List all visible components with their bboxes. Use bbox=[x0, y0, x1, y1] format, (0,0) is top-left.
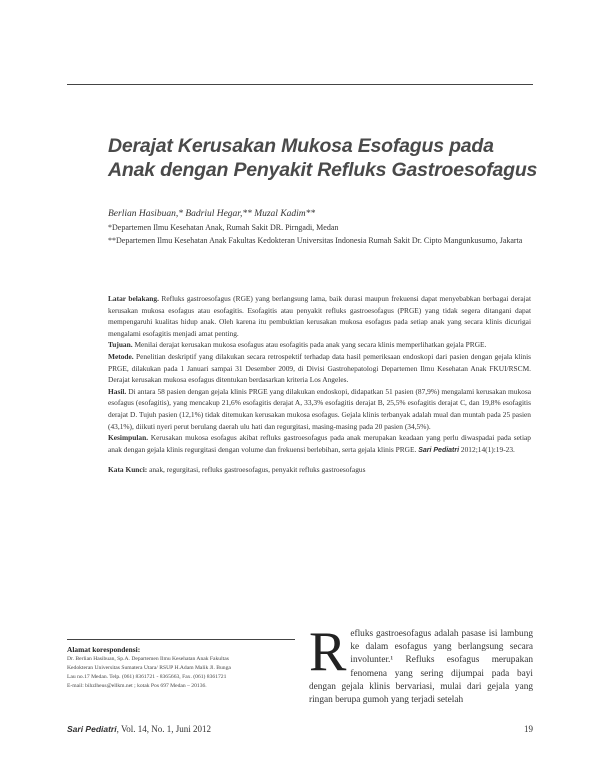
citation: 2012;14(1):19-23. bbox=[459, 444, 515, 454]
affiliation-2: **Departemen Ilmu Kesehatan Anak Fakultas Kedokteran Universitas Indonesia Rumah Sakit Dr. Cipto Mangunkusumo, Jakarta bbox=[108, 235, 523, 245]
method-label: Metode. bbox=[108, 351, 134, 361]
background-label: Latar belakang. bbox=[108, 294, 159, 303]
abstract-aim bbox=[108, 339, 531, 351]
footer-journal bbox=[67, 724, 211, 734]
correspondence-heading: Alamat korespondensi: bbox=[67, 645, 141, 654]
title-line-2: Anak dengan Penyakit Refluks Gastroesofagus bbox=[108, 159, 538, 181]
title-line-1: Derajat Kerusakan Mukosa Esofagus pada bbox=[108, 135, 494, 157]
footer-issue: , Vol. 14, No. 1, Juni 2012 bbox=[116, 724, 212, 734]
body-text bbox=[309, 621, 533, 707]
body-paragraph: efluks gastroesofagus adalah pasase isi lambung ke dalam esofagus yang berlangsung secara involunter.¹ Refluks esofagus merupakan fenomena yang sering dijumpai pada bayi dengan gejala klinis bervariasi, mulai dari gejala yang ringan berupa gumoh yang terjadi setelah bbox=[309, 629, 533, 706]
aim-text: Menilai derajat kerusakan mukosa esofagus atau esofagitis pada anak yang secara klinis memperlihatkan gejala PRGE. bbox=[132, 340, 487, 350]
correspondence-rule bbox=[67, 639, 295, 640]
keywords-label: Kata Kunci: bbox=[108, 465, 148, 475]
correspondence-line-4: E-mail: bihzlheus@ellkm.net ; kotak Pos 697 Medan – 20136. bbox=[67, 683, 207, 689]
correspondence-line-1: Dr. Berlian Hasibuan, Sp.A. Departemen Ilmu Kesehatan Anak Fakultas bbox=[67, 656, 229, 662]
conclusion-text: Kerusakan mukosa esofagus akibat refluks gastroesofagus pada anak merupakan keadaan yang perlu diwaspadai pada setiap anak dengan gejala klinis regurgitasi dengan volume dan frekuensi berlebihan, serta gejala klinis PRGE. bbox=[108, 433, 531, 454]
method-text: Penelitian deskriptif yang dilakukan secara retrospektif terhadap data hasil pemeriksaan endoskopi dari pasien dengan gejala klinis PRGE, dilakukan pada 1 Januari sampai 31 Desember 2009, di Divisi Gastrohepatologi Departemen Ilmu Kesehatan Anak FKUI/RSCM. Derajat kerusakan mukosa esofagus ditentukan berdasarkan kriteria Los Angeles. bbox=[108, 351, 531, 385]
footer-journal-name: Sari Pediatri bbox=[67, 724, 117, 734]
page-number: 19 bbox=[524, 724, 533, 734]
result-label: Hasil. bbox=[108, 386, 127, 396]
abstract-background bbox=[108, 293, 531, 339]
background-text: Refluks gastroesofagus (RGE) yang berlangsung lama, baik durasi maupun frekuensi dapat menyebabkan berbagai derajat kerusakan mukosa esofagus atau esofagitis. Esofagitis atau penyakit refluks gastroesofagus (PRGE) yang tidak segera ditangani dapat mempengaruhi kualitas hidup anak. Oleh karena itu pembuktian kerusakan mukosa esofagus pada setiap anak yang secara klinis dicurigai mengalami esofagitis menjadi amat penting. bbox=[108, 294, 532, 338]
abstract bbox=[108, 293, 531, 476]
article-title bbox=[108, 134, 548, 182]
abstract-conclusion bbox=[108, 432, 531, 456]
abstract-result bbox=[108, 386, 531, 432]
correspondence-line-2: Kedokteran Universitas Sumatera Utara/ RSUP H.Adam Malik Jl. Bunga bbox=[67, 665, 231, 671]
affiliation-1: *Departemen Ilmu Kesehatan Anak, Rumah Sakit DR. Pirngadi, Medan bbox=[108, 223, 339, 232]
aim-label: Tujuan. bbox=[108, 340, 133, 350]
result-text: Di antara 58 pasien dengan gejala klinis PRGE yang dilakukan endoskopi, didapatkan 51 pasien (87,9%) mengalami kerusakan mukosa esofagus (esofagitis), yang mencakup 21,6% esofagitis derajat A, 33,3% esofagitis derajat B, 25,5% esofagitis derajat C, dan 19,8% esofagitis derajat D. Tujuh pasien (12,1%) tidak ditemukan kerusakan mukosa esofagus. Gejala klinis terbanyak adalah mual dan muntah pada 25 pasien (43,1%), diikuti nyeri perut berulang daerah ulu hati dan regurgitasi, masing-masing pada 20 pasien (34,5%). bbox=[108, 386, 531, 431]
correspondence-line-3: Lau no.17 Medan. Telp. (061) 8361721 - 8365663, Fax. (061) 8361721 bbox=[67, 674, 227, 680]
abstract-method bbox=[108, 351, 531, 386]
keywords-text: anak, regurgitasi, refluks gastroesofagus, penyakit refluks gastroesofagus bbox=[147, 465, 366, 475]
top-rule bbox=[67, 84, 533, 85]
conclusion-label: Kesimpulan. bbox=[108, 433, 149, 443]
authors: Berlian Hasibuan,* Badriul Hegar,** Muzal Kadim** bbox=[108, 209, 316, 219]
drop-cap: R bbox=[309, 621, 347, 683]
affiliations bbox=[108, 222, 540, 247]
correspondence bbox=[67, 645, 297, 691]
journal-ref: Sari Pediatri bbox=[418, 446, 460, 454]
keywords bbox=[108, 464, 531, 476]
